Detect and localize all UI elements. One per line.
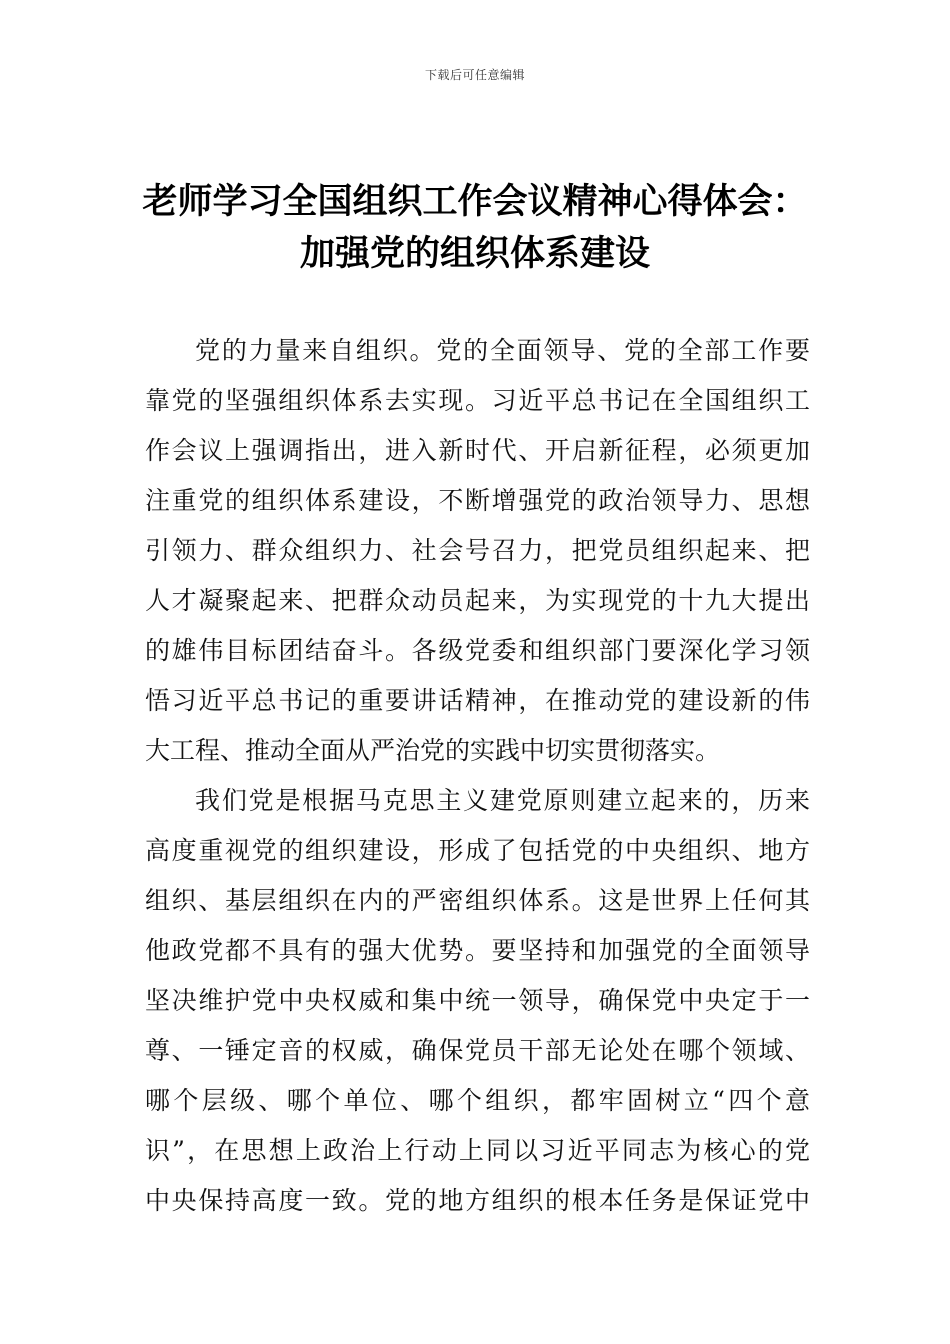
paragraph-line: 引领力、群众组织力、社会号召力，把党员组织起来、把 <box>145 536 810 565</box>
paragraph-line: 的雄伟目标团结奋斗。各级党委和组织部门要深化学习领 <box>145 636 810 665</box>
title-line-1: 老师学习全国组织工作会议精神心得体会： <box>142 182 808 222</box>
paragraph-line: 高度重视党的组织建设，形成了包括党的中央组织、地方 <box>145 836 810 865</box>
paragraph-line: 坚决维护党中央权威和集中统一领导，确保党中央定于一 <box>145 986 810 1015</box>
document-title <box>60 176 890 280</box>
paragraph-line: 注重党的组织体系建设，不断增强党的政治领导力、思想 <box>145 486 810 515</box>
paragraph-line: 人才凝聚起来、把群众动员起来，为实现党的十九大提出 <box>145 586 810 615</box>
paragraph-2 <box>145 776 810 1226</box>
header-note: 下载后可任意编辑 <box>424 68 525 82</box>
paragraph-line: 悟习近平总书记的重要讲话精神，在推动党的建设新的伟 <box>145 686 810 715</box>
paragraph-line: 大工程、推动全面从严治党的实践中切实贯彻落实。 <box>145 736 721 765</box>
paragraph-line: 我们党是根据马克思主义建党原则建立起来的，历来 <box>195 786 810 815</box>
paragraph-line: 党的力量来自组织。党的全面领导、党的全部工作要 <box>195 336 810 365</box>
paragraph-1 <box>145 326 810 776</box>
paragraph-line: 他政党都不具有的强大优势。要坚持和加强党的全面领导 <box>145 936 810 965</box>
paragraph-line: 尊、一锤定音的权威，确保党员干部无论处在哪个领域、 <box>145 1036 810 1065</box>
paragraph-line: 组织、基层组织在内的严密组织体系。这是世界上任何其 <box>145 886 810 915</box>
paragraph-line: 识”，在思想上政治上行动上同以习近平同志为核心的党 <box>145 1136 810 1165</box>
paragraph-line: 哪个层级、哪个单位、哪个组织，都牢固树立“四个意 <box>145 1086 810 1115</box>
paragraph-line: 靠党的坚强组织体系去实现。习近平总书记在全国组织工 <box>145 386 810 415</box>
paragraph-line: 中央保持高度一致。党的地方组织的根本任务是保证党中 <box>145 1186 810 1215</box>
paragraph-line: 作会议上强调指出，进入新时代、开启新征程，必须更加 <box>145 436 810 465</box>
title-line-2: 加强党的组织体系建设 <box>299 234 650 274</box>
document-body <box>145 326 810 1226</box>
